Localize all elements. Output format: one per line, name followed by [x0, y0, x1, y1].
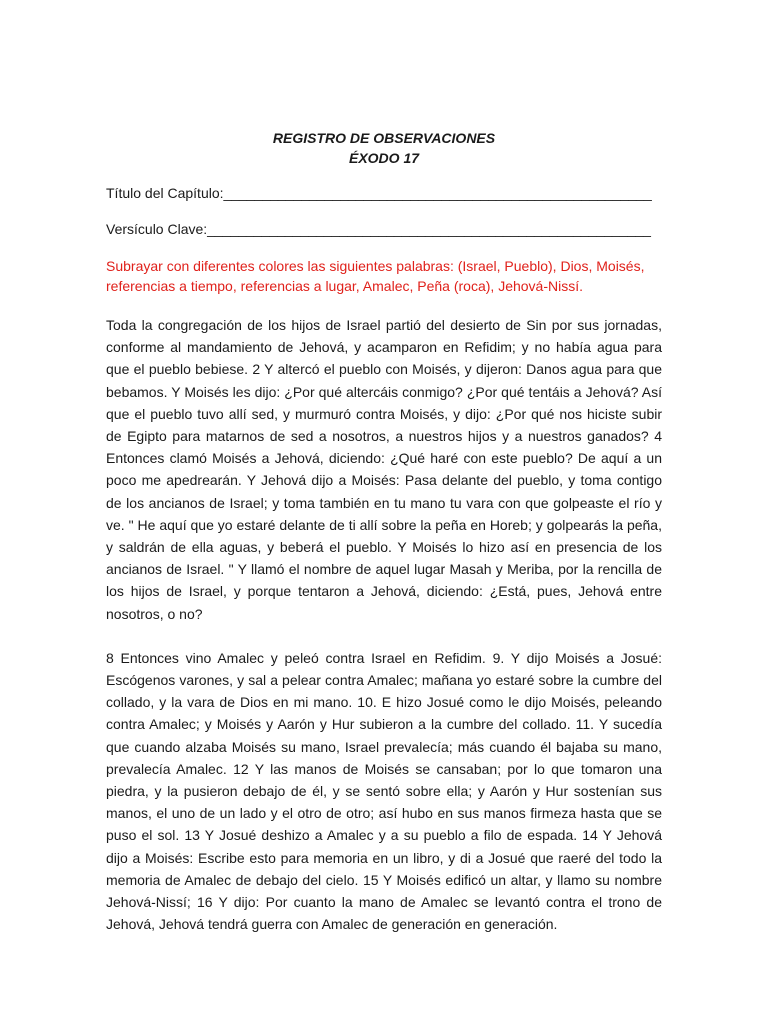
key-verse-field: Versículo Clave:_________________________________________________________ [106, 221, 651, 237]
scripture-paragraph-2: 8 Entonces vino Amalec y peleó contra Israel en Refidim. 9. Y dijo Moisés a Josué: Escógenos varones, y sal a pelear contra Amalec; mañana yo estaré sobre la cumbre del collado, y la vara de Dios en mi mano. 10. E hizo Josué como le dijo Moisés, peleando contra Amalec; y Moisés y Aarón y Hur subieron a la cumbre del collado. 11. Y sucedía que cuando alzaba Moisés su mano, Israel prevalecía; más cuando él bajaba su mano, prevalecía Amalec. 12 Y las manos de Moisés se cansaban; por lo que tomaron una piedra, y la pusieron debajo de él, y se sentó sobre ella; y Aarón y Hur sostenían sus manos, el uno de un lado y el otro de otro; así hubo en sus manos firmeza hasta que se puso el sol. 13 Y Josué deshizo a Amalec y a su pueblo a filo de espada. 14 Y Jehová dijo a Moisés: Escribe esto para memoria en un libro, y di a Josué que raeré del todo la memoria de Amalec de debajo del cielo. 15 Y Moisés edificó un altar, y llamo su nombre Jehová-Nissí; 16 Y dijo: Por cuanto la mano de Amalec se levantó contra el trono de Jehová, Jehová tendrá guerra con Amalec de generación en generación. [106, 649, 662, 933]
title-line-1: REGISTRO DE OBSERVACIONES [272, 130, 496, 146]
scripture-paragraph-1: Toda la congregación de los hijos de Israel partió del desierto de Sin por sus jornadas, conforme al mandamiento de Jehová, y acamparon en Refidim; y no había agua para que el pueblo bebiese. 2 Y altercó el pueblo con Moisés, y dijeron: Danos agua para que bebamos. Y Moisés les dijo: ¿Por qué altercáis conmigo? ¿Por qué tentáis a Jehová? Así que el pueblo tuvo allí sed, y murmuró contra Moisés, y dijo: ¿Por qué nos hiciste subir de Egipto para matarnos de sed a nosotros, a nuestros hijos y a nuestros ganados? 4 Entonces clamó Moisés a Jehová, diciendo: ¿Qué haré con este pueblo? De aquí a un poco me apedrearán. Y Jehová dijo a Moisés: Pasa delante del pueblo, y toma contigo de los ancianos de Israel; y toma también en tu mano tu vara con que golpeaste el río y ve. " He aquí que yo estaré delante de ti allí sobre la peña en Horeb; y golpearás la peña, y saldrán de ella aguas, y beberá el pueblo. Y Moisés lo hizo así en presencia de los ancianos de Israel. " Y llamó el nombre de aquel lugar Masah y Meriba, por la rencilla de los hijos de Israel, y porque tentaron a Jehová, diciendo: ¿Está, pues, Jehová entre nosotros, o no? [106, 317, 662, 622]
chapter-title-field: Título del Capítulo:_______________________________________________________ [106, 185, 652, 201]
document-title [106, 128, 662, 168]
instruction-text: Subrayar con diferentes colores las siguientes palabras: (Israel, Pueblo), Dios, Moisés, referencias a tiempo, referencias a lugar, Amalec, Peña (roca), Jehová-Nissí. [106, 258, 645, 294]
document-page [106, 128, 662, 957]
title-line-2: ÉXODO 17 [348, 150, 420, 166]
